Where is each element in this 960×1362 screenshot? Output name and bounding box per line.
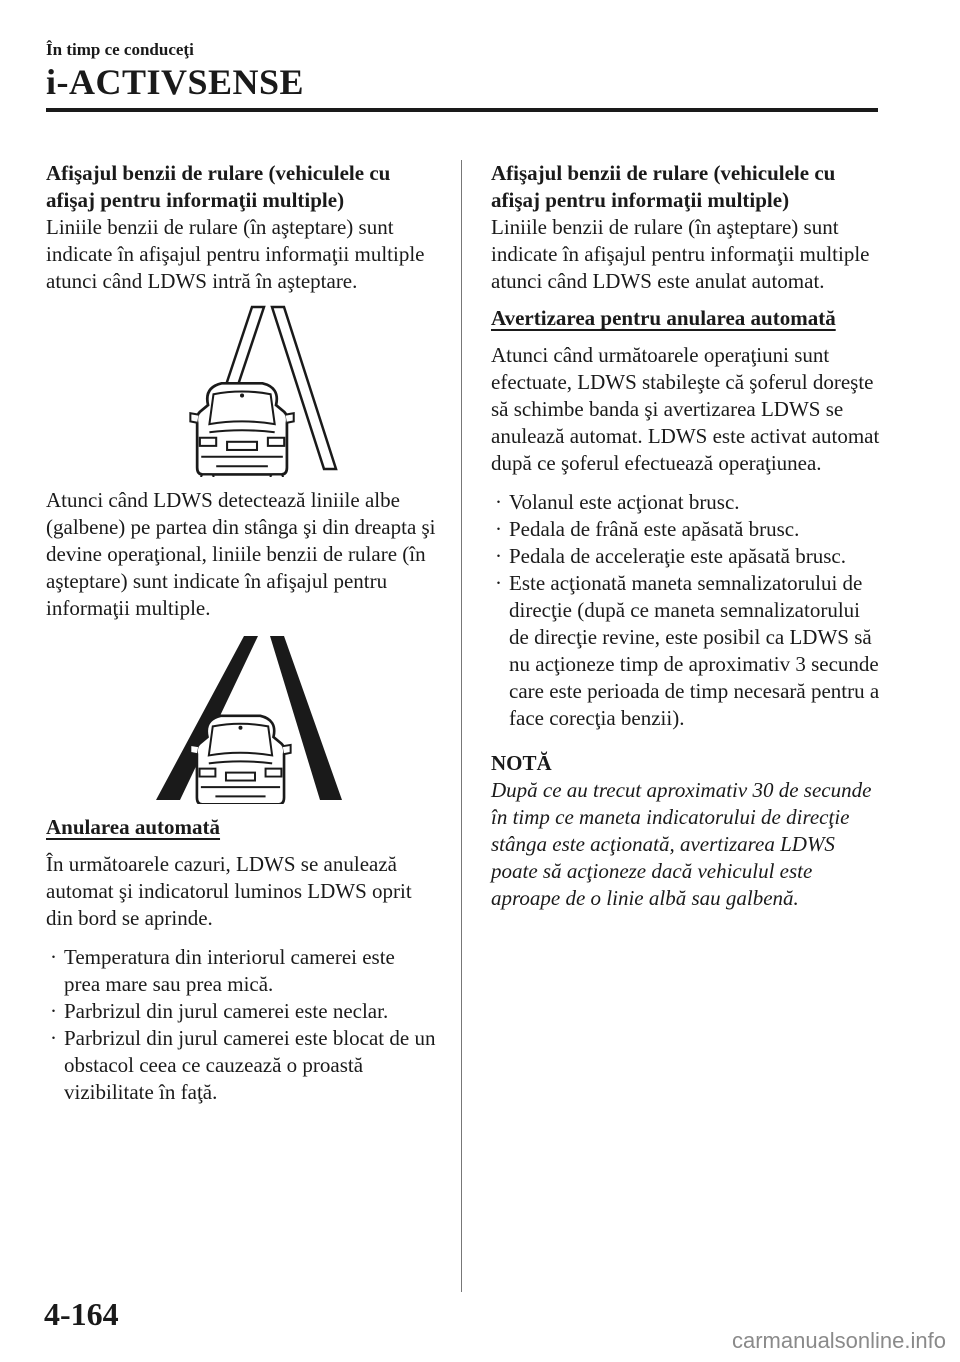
right-heading-lane-display: Afişajul benzii de rulare (vehiculele cu afişaj pentru informaţii multiple) <box>491 161 836 212</box>
left-paragraph-standby: Liniile benzii de rulare (în aşteptare) sunt indicate în afişajul pentru informaţii multiple atunci când LDWS intră în aşteptare. <box>46 215 425 293</box>
right-heading-cancel-warning: Avertizarea pentru anularea automată <box>491 306 836 330</box>
list-item: · Este acţionată maneta semnalizatorului de direcţie (după ce maneta semnalizatorului de direcţie revine, este posibil ca LDWS să nu acţioneze timp de aproximativ 3 secunde care este perioada de timp necesară pentru a face corecţia benzii). <box>495 571 880 730</box>
left-column <box>46 160 436 1106</box>
list-item: · Pedala de frână este apăsată brusc. <box>495 517 800 541</box>
right-column <box>491 160 881 912</box>
left-paragraph-auto-cancel: În următoarele cazuri, LDWS se anulează automat şi indicatorul luminos LDWS oprit din bord se aprinde. <box>46 852 412 930</box>
column-divider <box>461 160 462 1292</box>
car-lane-standby-icon <box>46 301 436 477</box>
section-title: În timp ce conduceţi <box>46 40 194 59</box>
list-item: · Parbrizul din jurul camerei este neclar. <box>50 999 389 1023</box>
list-item: · Volanul este acţionat brusc. <box>495 490 740 514</box>
list-item: · Parbrizul din jurul camerei este blocat de un obstacol ceea ce cauzează o proastă vizibilitate în faţă. <box>50 1026 436 1104</box>
header-rule <box>46 108 878 112</box>
list-item: · Temperatura din interiorul camerei este prea mare sau prea mică. <box>50 945 395 996</box>
page-number: 4-164 <box>44 1296 119 1332</box>
right-bullet-list <box>491 489 881 732</box>
left-heading-lane-display: Afişajul benzii de rulare (vehiculele cu afişaj pentru informaţii multiple) <box>46 161 391 212</box>
chapter-title: i-ACTIVSENSE <box>46 62 305 102</box>
left-paragraph-operational: Atunci când LDWS detectează liniile albe (galbene) pe partea din stânga şi din dreapta şi devine operaţional, liniile benzii de rulare (în aşteptare) sunt indicate în afişajul pentru informaţii multiple. <box>46 488 436 620</box>
left-heading-auto-cancel: Anularea automată <box>46 815 221 839</box>
note-label: NOTĂ <box>491 751 552 775</box>
car-lane-active-icon <box>46 628 436 804</box>
left-bullet-list <box>46 944 436 1106</box>
list-item: · Pedala de acceleraţie este apăsată brusc. <box>495 544 846 568</box>
right-paragraph-cancelled: Liniile benzii de rulare (în aşteptare) sunt indicate în afişajul pentru informaţii multiple atunci când LDWS este anulat automat. <box>491 215 870 293</box>
watermark: carmanualsonline.info <box>731 1328 946 1353</box>
note-text: După ce au trecut aproximativ 30 de secunde în timp ce maneta indicatorului de direcţie stânga este acţionată, avertizarea LDWS poate să acţioneze dacă vehiculul este aproape de o linie albă sau galbenă. <box>491 778 872 910</box>
right-paragraph-cancel-warning: Atunci când următoarele operaţiuni sunt efectuate, LDWS stabileşte că şoferul doreşte să schimbe banda şi avertizarea LDWS se anulează automat. LDWS este activat automat după ce şoferul efectuează operaţiunea. <box>491 343 880 475</box>
page-header <box>46 40 878 102</box>
